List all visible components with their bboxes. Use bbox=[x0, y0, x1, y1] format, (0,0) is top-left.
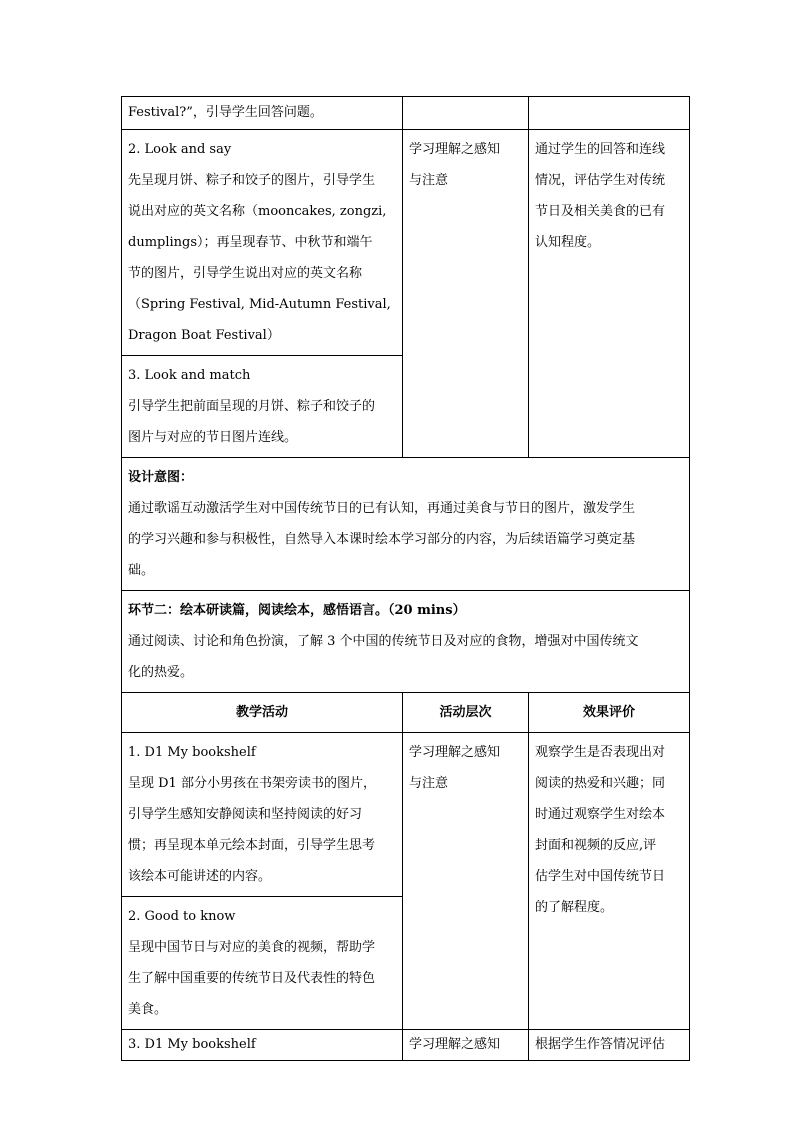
level-line: 学习理解之感知 bbox=[409, 1037, 501, 1052]
level-line: 与注意 bbox=[409, 173, 449, 188]
section-line: 通过阅读、讨论和角色扮演，了解 3 个中国的传统节日及对应的食物，增强对中国传统文 bbox=[128, 634, 639, 649]
evaluation-line: 时通过观察学生对绘本 bbox=[535, 807, 666, 822]
table-row bbox=[122, 1030, 690, 1061]
activity-line: 美食。 bbox=[128, 1002, 168, 1017]
evaluation-line: 通过学生的回答和连线 bbox=[535, 142, 666, 157]
evaluation-line: 节日及相关美食的已有 bbox=[535, 204, 666, 219]
evaluation-cell bbox=[529, 97, 690, 130]
activity-line: 先呈现月饼、粽子和饺子的图片，引导学生 bbox=[128, 173, 376, 188]
activity-cell bbox=[122, 97, 403, 130]
activity-cell bbox=[122, 130, 403, 356]
activity-cell bbox=[122, 1030, 403, 1061]
activity-line: 图片与对应的节日图片连线。 bbox=[128, 430, 298, 445]
level-cell bbox=[403, 97, 529, 130]
activity-line: 节的图片，引导学生说出对应的英文名称 bbox=[128, 266, 363, 281]
table-header-row bbox=[122, 693, 690, 733]
activity-line: 引导学生把前面呈现的月饼、粽子和饺子的 bbox=[128, 399, 376, 414]
table-row bbox=[122, 130, 690, 356]
header-evaluation: 效果评价 bbox=[529, 693, 690, 733]
table-row bbox=[122, 733, 690, 897]
header-level: 活动层次 bbox=[403, 693, 529, 733]
activity-title: 2. Look and say bbox=[128, 142, 232, 157]
evaluation-line: 根据学生作答情况评估 bbox=[535, 1037, 666, 1052]
evaluation-line: 封面和视频的反应,评 bbox=[535, 838, 657, 853]
design-line: 通过歌谣互动激活学生对中国传统节日的已有认知，再通过美食与节日的图片，激发学生 bbox=[128, 501, 636, 516]
evaluation-line: 阅读的热爱和兴趣；同 bbox=[535, 776, 666, 791]
activity-line: 引导学生感知安静阅读和坚持阅读的好习 bbox=[128, 807, 363, 822]
activity-line: Dragon Boat Festival） bbox=[128, 328, 280, 343]
evaluation-line: 的了解程度。 bbox=[535, 900, 614, 915]
table-row bbox=[122, 591, 690, 693]
activity-title: 1. D1 My bookshelf bbox=[128, 745, 256, 760]
activity-title: 3. Look and match bbox=[128, 368, 251, 383]
activity-line: 呈现 D1 部分小男孩在书架旁读书的图片， bbox=[128, 776, 376, 791]
section-line: 化的热爱。 bbox=[128, 665, 194, 680]
evaluation-cell bbox=[529, 733, 690, 1030]
evaluation-line: 观察学生是否表现出对 bbox=[535, 745, 666, 760]
activity-line: （Spring Festival, Mid-Autumn Festival, bbox=[128, 297, 391, 312]
activity-cell bbox=[122, 897, 403, 1030]
activity-cell bbox=[122, 733, 403, 897]
evaluation-cell bbox=[529, 1030, 690, 1061]
activity-line: 呈现中国节日与对应的美食的视频，帮助学 bbox=[128, 940, 376, 955]
section-heading-cell bbox=[122, 591, 690, 693]
table-row bbox=[122, 97, 690, 130]
activity-line: 该绘本可能讲述的内容。 bbox=[128, 869, 272, 884]
level-line: 学习理解之感知 bbox=[409, 142, 501, 157]
table-row bbox=[122, 458, 690, 591]
evaluation-line: 估学生对中国传统节日 bbox=[535, 869, 666, 884]
activity-line: 惯；再呈现本单元绘本封面，引导学生思考 bbox=[128, 838, 376, 853]
activity-line: 说出对应的英文名称（mooncakes, zongzi, bbox=[128, 204, 387, 219]
level-line: 学习理解之感知 bbox=[409, 745, 501, 760]
lesson-plan-table bbox=[121, 96, 690, 1061]
activity-line: dumplings）；再呈现春节、中秋节和端午 bbox=[128, 235, 373, 250]
activity-cell bbox=[122, 356, 403, 458]
section-heading: 环节二：绘本研读篇，阅读绘本，感悟语言。（20 mins） bbox=[128, 603, 466, 618]
design-intent-cell bbox=[122, 458, 690, 591]
activity-line: 生了解中国重要的传统节日及代表性的特色 bbox=[128, 971, 376, 986]
level-cell bbox=[403, 130, 529, 458]
design-line: 础。 bbox=[128, 563, 155, 578]
level-line: 与注意 bbox=[409, 776, 449, 791]
design-heading: 设计意图： bbox=[128, 470, 194, 485]
design-line: 的学习兴趣和参与积极性，自然导入本课时绘本学习部分的内容，为后续语篇学习奠定基 bbox=[128, 532, 636, 547]
evaluation-line: 认知程度。 bbox=[535, 235, 601, 250]
evaluation-cell bbox=[529, 130, 690, 458]
activity-text: Festival?”，引导学生回答问题。 bbox=[128, 105, 323, 120]
level-cell bbox=[403, 733, 529, 1030]
activity-title: 2. Good to know bbox=[128, 909, 236, 924]
activity-title: 3. D1 My bookshelf bbox=[128, 1037, 256, 1052]
evaluation-line: 情况，评估学生对传统 bbox=[535, 173, 666, 188]
level-cell bbox=[403, 1030, 529, 1061]
header-activity: 教学活动 bbox=[122, 693, 403, 733]
